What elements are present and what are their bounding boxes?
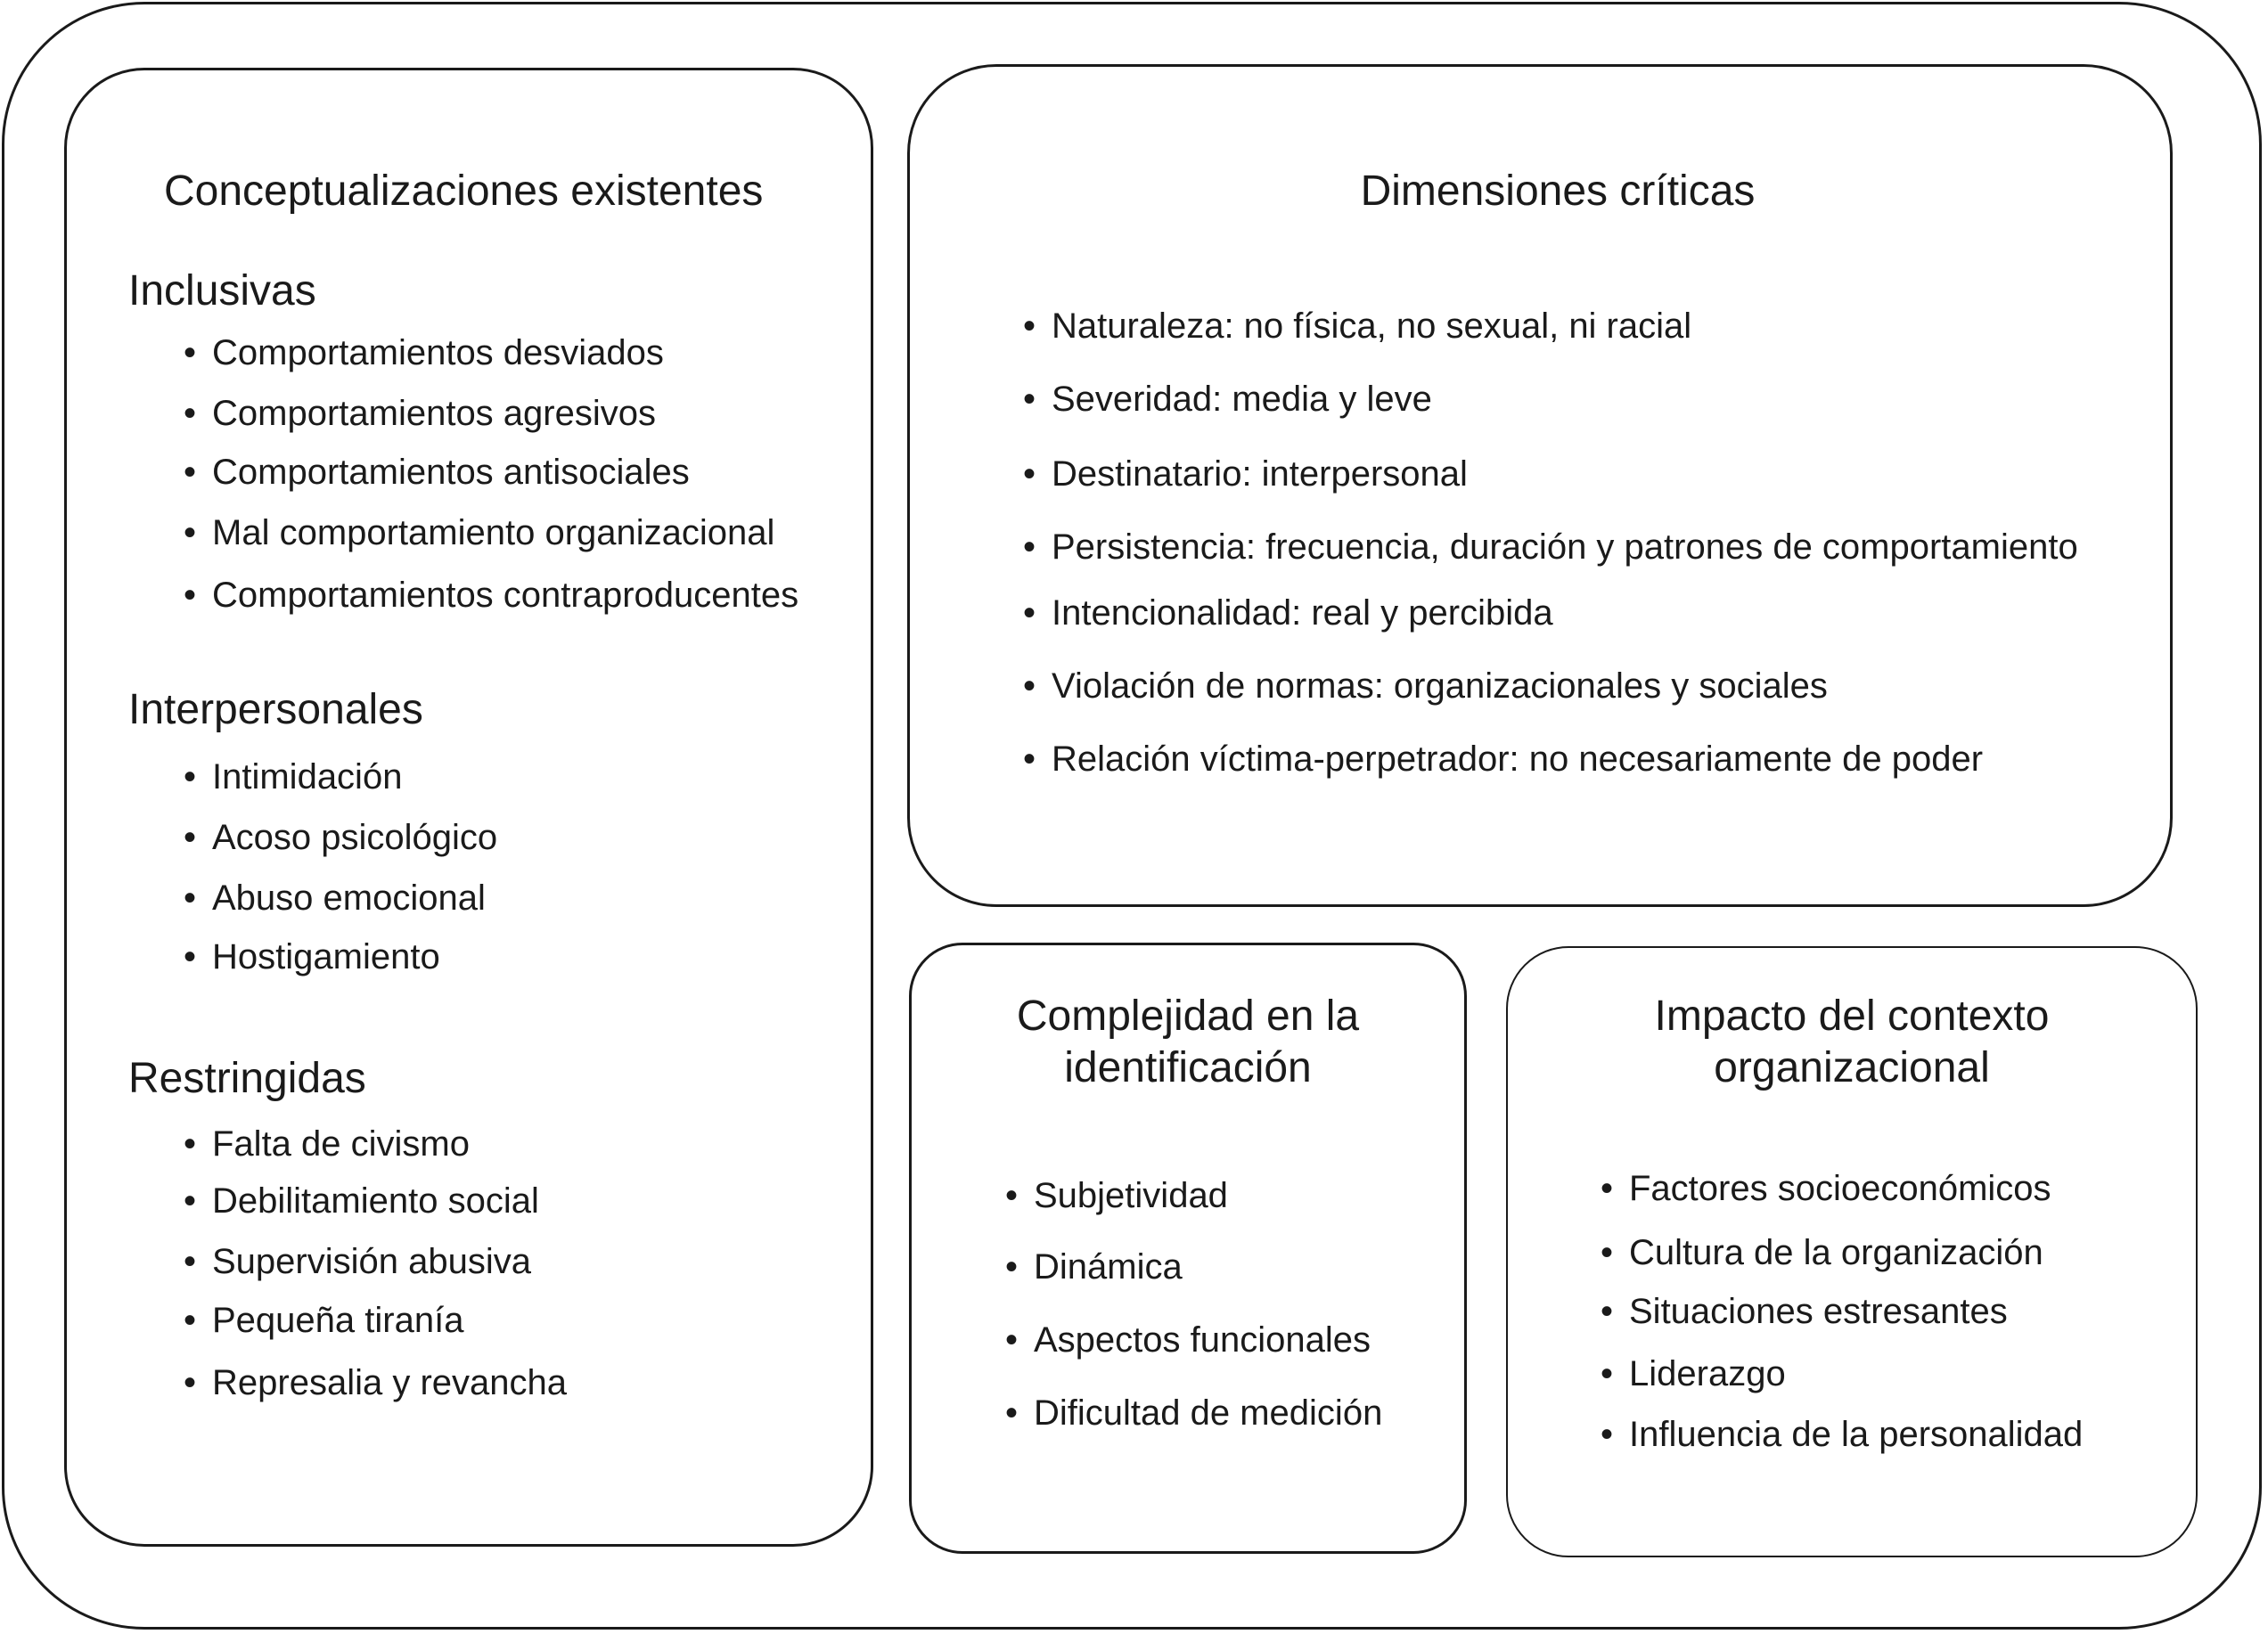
list-item-text: Aspectos funcionales: [1034, 1320, 1371, 1360]
bullet-icon: •: [1601, 1292, 1614, 1331]
list-item-text: Intimidación: [212, 757, 403, 797]
bullet-icon: •: [184, 513, 197, 552]
list-item-text: Mal comportamiento organizacional: [212, 513, 775, 552]
list-item-text: Abuso emocional: [212, 878, 486, 918]
list-item: [1023, 665, 1828, 707]
bullet-icon: •: [184, 453, 197, 492]
bullet-icon: •: [1023, 380, 1036, 419]
list-item: [184, 511, 774, 554]
list-item: [184, 756, 402, 798]
list-item: [184, 451, 690, 494]
bullet-icon: •: [1601, 1233, 1614, 1272]
bullet-icon: •: [184, 1363, 197, 1402]
list-item: [1005, 1392, 1382, 1434]
list-item: [1601, 1413, 2083, 1456]
panel-title-impacto-line2: organizacional: [1714, 1044, 1990, 1091]
bullet-icon: •: [184, 818, 197, 857]
list-item: [184, 574, 798, 617]
list-item-text: Destinatario: interpersonal: [1052, 454, 1468, 494]
list-item-text: Acoso psicológico: [212, 818, 498, 857]
bullet-icon: •: [1601, 1354, 1614, 1393]
bullet-icon: •: [1005, 1393, 1019, 1433]
list-item-text: Naturaleza: no física, no sexual, ni racial: [1052, 306, 1692, 346]
list-item-text: Dinámica: [1034, 1247, 1183, 1287]
list-item-text: Debilitamiento social: [212, 1181, 539, 1221]
bullet-icon: •: [1601, 1169, 1614, 1208]
list-item: [1023, 453, 1468, 495]
list-item: [1023, 378, 1432, 421]
panel-title-complejidad-line1: Complejidad en la: [1016, 993, 1360, 1040]
bullet-icon: •: [184, 1301, 197, 1340]
bullet-icon: •: [184, 937, 197, 976]
list-item: [184, 935, 440, 978]
list-item: [1023, 526, 2078, 568]
bullet-icon: •: [184, 394, 197, 433]
list-item-text: Comportamientos agresivos: [212, 394, 656, 433]
group-heading-inclusivas: Inclusivas: [128, 267, 316, 315]
list-item: [184, 1299, 463, 1342]
list-item: [1005, 1319, 1371, 1361]
list-item-text: Relación víctima-perpetrador: no necesariamente de poder: [1052, 739, 1984, 779]
bullet-icon: •: [184, 1124, 197, 1164]
group-heading-interpersonales: Interpersonales: [128, 686, 423, 733]
list-item: [1005, 1174, 1228, 1217]
list-item: [1005, 1246, 1183, 1288]
list-item: [184, 331, 664, 374]
list-item: [1601, 1231, 2043, 1274]
list-item-text: Violación de normas: organizacionales y sociales: [1052, 666, 1828, 706]
list-item-text: Persistencia: frecuencia, duración y patrones de comportamiento: [1052, 527, 2078, 567]
bullet-icon: •: [184, 757, 197, 797]
list-item-text: Supervisión abusiva: [212, 1242, 531, 1281]
bullet-icon: •: [1005, 1176, 1019, 1215]
list-item: [184, 1361, 567, 1404]
panel-title-impacto-line1: Impacto del contexto: [1654, 993, 2050, 1040]
list-item-text: Represalia y revancha: [212, 1363, 567, 1402]
bullet-icon: •: [184, 878, 197, 918]
list-item-text: Dificultad de medición: [1034, 1393, 1383, 1433]
bullet-icon: •: [184, 576, 197, 615]
bullet-icon: •: [1005, 1320, 1019, 1360]
list-item-text: Influencia de la personalidad: [1629, 1415, 2084, 1454]
panel-title-conceptualizaciones: Conceptualizaciones existentes: [164, 167, 764, 215]
list-item-text: Comportamientos antisociales: [212, 453, 690, 492]
bullet-icon: •: [184, 1181, 197, 1221]
list-item-text: Comportamientos desviados: [212, 333, 664, 372]
list-item-text: Situaciones estresantes: [1629, 1292, 2008, 1331]
list-item: [1601, 1167, 2051, 1210]
list-item: [184, 1180, 539, 1222]
list-item-text: Cultura de la organización: [1629, 1233, 2043, 1272]
list-item-text: Pequeña tiranía: [212, 1301, 464, 1340]
bullet-icon: •: [1601, 1415, 1614, 1454]
list-item: [184, 1240, 531, 1283]
bullet-icon: •: [184, 333, 197, 372]
bullet-icon: •: [1005, 1247, 1019, 1287]
list-item: [1023, 592, 1553, 634]
list-item: [184, 1123, 470, 1165]
panel-title-complejidad-line2: identificación: [1064, 1044, 1312, 1091]
list-item: [1601, 1290, 2008, 1333]
bullet-icon: •: [1023, 527, 1036, 567]
list-item-text: Subjetividad: [1034, 1176, 1228, 1215]
list-item: [184, 392, 656, 435]
list-item-text: Intencionalidad: real y percibida: [1052, 593, 1553, 633]
bullet-icon: •: [1023, 739, 1036, 779]
bullet-icon: •: [184, 1242, 197, 1281]
group-heading-restringidas: Restringidas: [128, 1055, 366, 1102]
list-item: [1023, 305, 1691, 347]
list-item-text: Factores socioeconómicos: [1629, 1169, 2051, 1208]
list-item-text: Severidad: media y leve: [1052, 380, 1432, 419]
list-item: [1023, 738, 1983, 780]
bullet-icon: •: [1023, 306, 1036, 346]
list-item: [1601, 1352, 1786, 1395]
list-item-text: Falta de civismo: [212, 1124, 470, 1164]
panel-title-dimensiones: Dimensiones críticas: [1360, 167, 1756, 215]
list-item-text: Hostigamiento: [212, 937, 440, 976]
bullet-icon: •: [1023, 666, 1036, 706]
bullet-icon: •: [1023, 593, 1036, 633]
list-item: [184, 816, 497, 859]
list-item: [184, 877, 486, 919]
bullet-icon: •: [1023, 454, 1036, 494]
list-item-text: Comportamientos contraproducentes: [212, 576, 799, 615]
list-item-text: Liderazgo: [1629, 1354, 1786, 1393]
